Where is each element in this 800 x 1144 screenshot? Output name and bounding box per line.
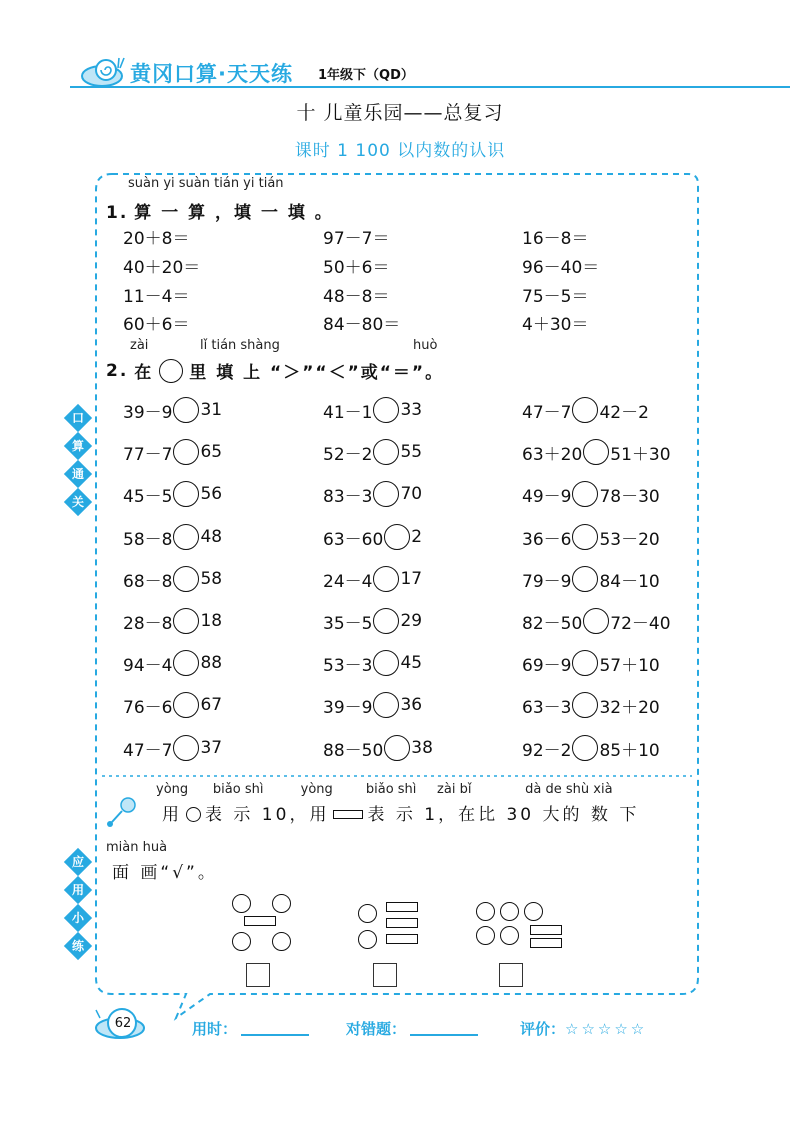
side-tab-char: 练: [64, 932, 92, 960]
compare-item: [123, 523, 222, 551]
calc-item: 16－8＝: [522, 229, 589, 249]
side-tab-char: 用: [64, 876, 92, 904]
ten-circle: [232, 932, 251, 951]
errors-blank[interactable]: [410, 1022, 478, 1036]
calc-item: 20＋8＝: [123, 229, 190, 249]
side-tab-char: 算: [64, 432, 92, 460]
compare-item: [123, 480, 222, 508]
pencil-icon: [107, 798, 135, 827]
answer-box-b[interactable]: [373, 963, 397, 987]
compare-right: 32＋20: [599, 697, 660, 718]
compare-item: [522, 438, 671, 466]
compare-answer-circle[interactable]: [572, 397, 598, 423]
q2-pinyin-lishang: lǐ tián shàng: [200, 338, 280, 353]
compare-item: [323, 649, 422, 677]
side-tab-kousuan: [68, 404, 88, 516]
ten-circle-icon: [186, 807, 201, 822]
calc-item: 11－4＝: [123, 287, 190, 307]
app-text-c: 表 示 1，在比 30 大的 数 下: [367, 805, 640, 825]
footer-rating: [520, 1018, 647, 1039]
q2-text-zai: 在: [134, 363, 154, 383]
compare-item: [522, 565, 660, 593]
compare-right: 51＋30: [610, 444, 671, 465]
unit-title: 十 儿童乐园——总复习: [296, 102, 504, 124]
page-number: 62: [114, 1016, 132, 1031]
compare-item: [323, 396, 422, 424]
compare-item: [522, 607, 671, 635]
compare-item: [323, 480, 422, 508]
compare-right: 67: [200, 695, 223, 715]
compare-answer-circle[interactable]: [583, 608, 609, 634]
rating-label: 评价：: [520, 1020, 566, 1038]
app-pinyin-line1: yòng biǎo shì yòng biǎo shì zài bǐ dà de shù xià: [156, 782, 613, 797]
compare-right: 48: [200, 527, 223, 547]
compare-right: 36: [400, 695, 423, 715]
compare-answer-circle[interactable]: [583, 439, 609, 465]
compare-answer-circle[interactable]: [572, 481, 598, 507]
calc-item: 48－8＝: [323, 287, 390, 307]
one-rect: [530, 925, 562, 935]
compare-left: 39－9: [323, 697, 373, 718]
compare-right: 58: [200, 569, 223, 589]
calc-item: 4＋30＝: [522, 315, 589, 335]
q1-title-text: 算 一 算 ，填 一 填 。: [134, 203, 334, 223]
compare-answer-circle[interactable]: [173, 566, 199, 592]
compare-left: 77－7: [123, 444, 173, 465]
compare-left: 39－9: [123, 402, 173, 423]
app-pinyin-line2: miàn huà: [106, 840, 168, 855]
picture-a: [230, 890, 300, 954]
compare-left: 58－8: [123, 529, 173, 550]
compare-left: 63－60: [323, 529, 384, 550]
one-rect: [386, 918, 418, 928]
app-text-a: 用: [162, 805, 182, 825]
compare-right: 33: [400, 400, 423, 420]
compare-left: 76－6: [123, 697, 173, 718]
compare-answer-circle[interactable]: [572, 524, 598, 550]
one-rect: [386, 934, 418, 944]
compare-right: 84－10: [599, 571, 660, 592]
compare-left: 63－3: [522, 697, 572, 718]
compare-left: 68－8: [123, 571, 173, 592]
compare-answer-circle[interactable]: [373, 692, 399, 718]
compare-left: 28－8: [123, 613, 173, 634]
ten-circle: [500, 902, 519, 921]
compare-left: 94－4: [123, 655, 173, 676]
grade-label: 1年级下（QD）: [318, 68, 414, 83]
compare-answer-circle[interactable]: [373, 650, 399, 676]
compare-item: [323, 523, 422, 551]
one-rect: [386, 902, 418, 912]
compare-item: [522, 396, 649, 424]
compare-left: 53－3: [323, 655, 373, 676]
compare-left: 82－50: [522, 613, 583, 634]
compare-right: 88: [200, 653, 223, 673]
calc-item: 75－5＝: [522, 287, 589, 307]
compare-answer-circle[interactable]: [173, 397, 199, 423]
side-tab-char: 应: [64, 848, 92, 876]
q2-pinyin-huo: huò: [413, 338, 438, 353]
compare-answer-circle[interactable]: [173, 481, 199, 507]
answer-box-a[interactable]: [246, 963, 270, 987]
compare-item: [123, 691, 222, 719]
compare-left: 92－2: [522, 740, 572, 761]
compare-item: [323, 438, 422, 466]
q2-number: 2.: [106, 360, 129, 381]
side-tab-char: 小: [64, 904, 92, 932]
q2-text-rest: 里 填 上 “＞”“＜”或“＝”。: [189, 363, 445, 383]
compare-right: 55: [400, 442, 423, 462]
compare-answer-circle[interactable]: [384, 524, 410, 550]
compare-answer-circle[interactable]: [173, 650, 199, 676]
picture-b: [356, 898, 426, 952]
compare-item: [123, 565, 222, 593]
compare-right: 17: [400, 569, 423, 589]
q1-number: 1.: [106, 203, 129, 223]
compare-right: 29: [400, 611, 423, 631]
compare-right: 70: [400, 484, 423, 504]
compare-right: 53－20: [599, 529, 660, 550]
rating-stars-icon[interactable]: ☆☆☆☆☆: [565, 1020, 648, 1038]
compare-right: 38: [411, 738, 433, 758]
compare-answer-circle[interactable]: [572, 566, 598, 592]
ten-circle: [476, 902, 495, 921]
footer-time: [192, 1018, 309, 1039]
side-tab-char: 口: [64, 404, 92, 432]
ten-circle: [500, 926, 519, 945]
q2-title: [106, 358, 444, 383]
one-rect: [530, 938, 562, 948]
compare-right: 65: [200, 442, 223, 462]
compare-answer-circle[interactable]: [173, 524, 199, 550]
compare-item: [323, 565, 422, 593]
compare-left: 47－7: [522, 402, 572, 423]
compare-item: [123, 438, 222, 466]
ten-circle: [358, 904, 377, 923]
compare-left: 35－5: [323, 613, 373, 634]
q2-pinyin-zai: zài: [130, 338, 149, 353]
one-rect-icon: [333, 810, 363, 819]
app-text-b: 表 示 10，用: [205, 805, 330, 825]
compare-right: 72－40: [610, 613, 671, 634]
compare-left: 36－6: [522, 529, 572, 550]
time-label: 用时：: [192, 1020, 238, 1038]
compare-left: 52－2: [323, 444, 373, 465]
compare-item: [123, 649, 222, 677]
compare-item: [323, 691, 422, 719]
compare-item: [323, 734, 433, 762]
compare-answer-circle[interactable]: [373, 566, 399, 592]
compare-answer-circle[interactable]: [173, 692, 199, 718]
ten-circle: [524, 902, 543, 921]
compare-answer-circle[interactable]: [572, 692, 598, 718]
footer-errors: [346, 1018, 478, 1039]
compare-left: 41－1: [323, 402, 373, 423]
compare-right: 56: [200, 484, 223, 504]
compare-answer-circle[interactable]: [373, 608, 399, 634]
app-text-line2: 面 画“√”。: [112, 863, 218, 883]
calc-item: 96－40＝: [522, 258, 600, 278]
app-text-line1: [162, 800, 639, 825]
compare-left: 83－3: [323, 486, 373, 507]
compare-right: 78－30: [599, 486, 660, 507]
compare-right: 42－2: [599, 402, 649, 423]
compare-right: 18: [200, 611, 223, 631]
compare-answer-circle[interactable]: [384, 735, 410, 761]
compare-right: 2: [411, 527, 423, 547]
compare-answer-circle[interactable]: [572, 650, 598, 676]
compare-item: [323, 607, 422, 635]
compare-left: 63＋20: [522, 444, 583, 465]
compare-answer-circle[interactable]: [173, 439, 199, 465]
compare-item: [522, 523, 660, 551]
answer-box-c[interactable]: [499, 963, 523, 987]
brand-title: 黄冈口算·天天练: [130, 62, 293, 86]
one-rect: [244, 916, 276, 926]
ten-circle: [232, 894, 251, 913]
calc-item: 97－7＝: [323, 229, 390, 249]
compare-answer-circle[interactable]: [373, 397, 399, 423]
compare-answer-circle[interactable]: [373, 439, 399, 465]
calc-item: 84－80＝: [323, 315, 401, 335]
compare-left: 69－9: [522, 655, 572, 676]
compare-left: 45－5: [123, 486, 173, 507]
compare-item: [123, 396, 222, 424]
side-tab-char: 关: [64, 488, 92, 516]
compare-right: 37: [200, 738, 223, 758]
errors-label: 对错题：: [346, 1020, 407, 1038]
compare-item: [123, 607, 222, 635]
picture-c: [474, 898, 570, 952]
compare-item: [522, 691, 660, 719]
time-blank[interactable]: [241, 1022, 309, 1036]
compare-item: [522, 649, 660, 677]
calc-item: 60＋6＝: [123, 315, 190, 335]
compare-answer-circle[interactable]: [173, 608, 199, 634]
ten-circle: [272, 894, 291, 913]
compare-right: 85＋10: [599, 740, 660, 761]
compare-right: 45: [400, 653, 423, 673]
compare-left: 47－7: [123, 740, 173, 761]
ten-circle: [272, 932, 291, 951]
q2-circle-icon: [159, 359, 183, 383]
lesson-title: 课时 1 100 以内数的认识: [294, 141, 506, 161]
compare-item: [123, 734, 222, 762]
q1-pinyin: suàn yi suàn tián yi tián: [128, 176, 284, 191]
compare-item: [522, 734, 660, 762]
compare-answer-circle[interactable]: [173, 735, 199, 761]
compare-left: 79－9: [522, 571, 572, 592]
ten-circle: [476, 926, 495, 945]
compare-answer-circle[interactable]: [572, 735, 598, 761]
compare-right: 57＋10: [599, 655, 660, 676]
compare-item: [522, 480, 660, 508]
compare-left: 24－4: [323, 571, 373, 592]
q1-title: [106, 198, 334, 223]
calc-item: 40＋20＝: [123, 258, 201, 278]
ten-circle: [358, 930, 377, 949]
compare-answer-circle[interactable]: [373, 481, 399, 507]
side-tab-yingyong: [68, 848, 88, 960]
compare-left: 49－9: [522, 486, 572, 507]
side-tab-char: 通: [64, 460, 92, 488]
calc-item: 50＋6＝: [323, 258, 390, 278]
compare-left: 88－50: [323, 740, 384, 761]
compare-right: 31: [200, 400, 223, 420]
